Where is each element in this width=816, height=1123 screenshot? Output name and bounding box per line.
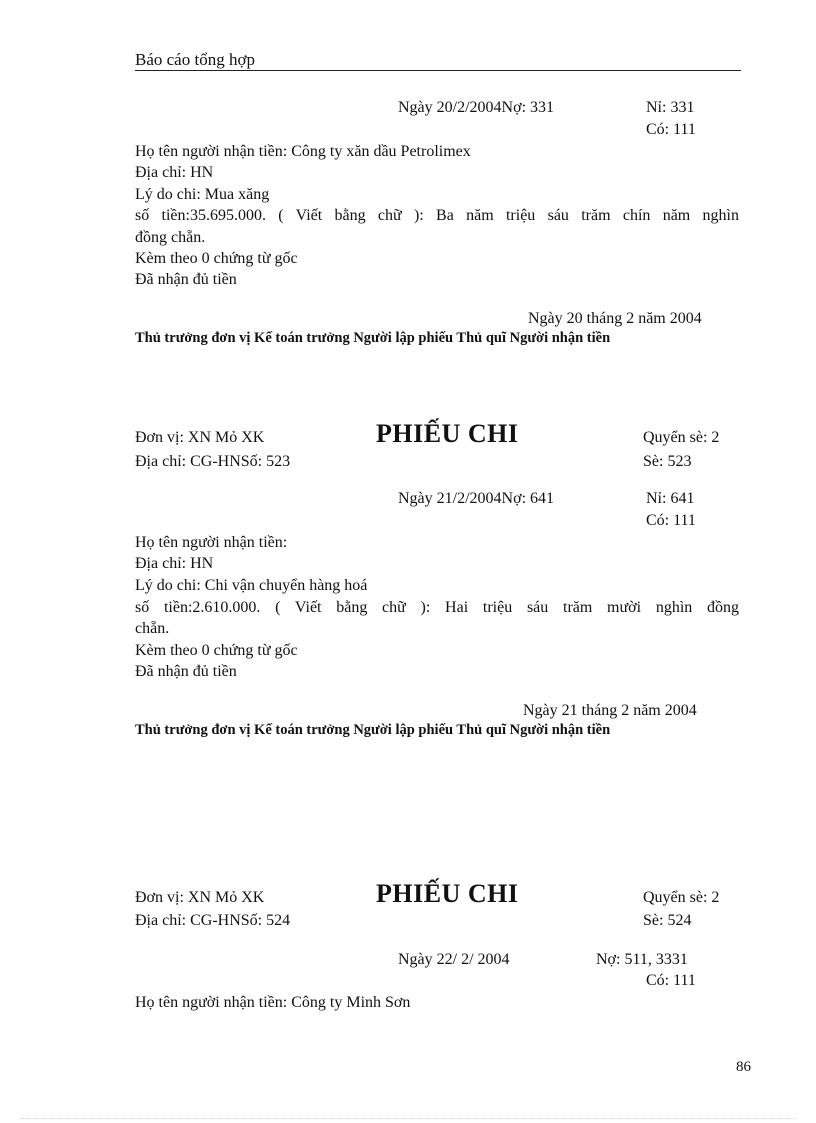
voucher-1-date-no: Ngày 20/2/2004Nợ: 331 <box>398 99 555 116</box>
voucher-3-unit: Đơn vị: XN Mỏ XK <box>135 889 265 906</box>
voucher-2-book: Quyển sè: 2 <box>643 429 720 446</box>
voucher-2-recipient: Họ tên người nhận tiền: <box>135 534 288 551</box>
page-number: 86 <box>736 1059 751 1075</box>
voucher-1-credit: Có: 111 <box>646 121 696 138</box>
voucher-2-reason: Lý do chi: Chi vận chuyển hàng hoá <box>135 577 368 594</box>
voucher-3-credit: Có: 111 <box>646 972 696 989</box>
page-bottom-border <box>20 1118 796 1119</box>
voucher-2-attached: Kèm theo 0 chứng từ gốc <box>135 642 298 659</box>
voucher-2-title: PHIẾU CHI <box>376 419 519 448</box>
voucher-3-se: Sè: 524 <box>643 912 692 929</box>
voucher-3-title: PHIẾU CHI <box>376 879 519 908</box>
voucher-2-se: Sè: 523 <box>643 453 692 470</box>
voucher-2-address: Địa chỉ: HN <box>135 555 214 572</box>
voucher-1-sign-date: Ngày 20 tháng 2 năm 2004 <box>528 310 702 327</box>
voucher-2-credit: Có: 111 <box>646 512 696 529</box>
voucher-1-received: Đã nhận đủ tiền <box>135 271 237 288</box>
voucher-1-reason: Lý do chi: Mua xăng <box>135 186 270 203</box>
voucher-1-attached: Kèm theo 0 chứng từ gốc <box>135 250 298 267</box>
voucher-2-amount-line-1: số tiền:2.610.000. ( Viết bằng chữ ): Hai triệu sáu trăm mười nghìn đồng <box>135 599 739 616</box>
voucher-1-amount-line-1: số tiền:35.695.000. ( Viết bằng chữ ): Ba năm triệu sáu trăm chín năm nghìn <box>135 207 739 224</box>
voucher-2-signatures: Thủ trưởng đơn vị Kế toán trưởng Người lập phiếu Thủ quĩ Người nhận tiền <box>135 722 611 738</box>
voucher-1-signatures: Thủ trưởng đơn vị Kế toán trưởng Người lập phiếu Thủ quĩ Người nhận tiền <box>135 330 611 346</box>
voucher-2-debit: Nỉ: 641 <box>646 490 695 507</box>
voucher-2-address-no: Địa chỉ: CG-HNSố: 523 <box>135 453 291 470</box>
voucher-3-debit: Nợ: 511, 3331 <box>596 951 688 968</box>
voucher-3-recipient: Họ tên người nhận tiền: Công ty Minh Sơn <box>135 994 411 1011</box>
voucher-2-sign-date: Ngày 21 tháng 2 năm 2004 <box>523 702 697 719</box>
voucher-3-address-no: Địa chỉ: CG-HNSố: 524 <box>135 912 291 929</box>
report-header-title: Báo cáo tổng hợp <box>135 50 255 69</box>
voucher-1-address: Địa chỉ: HN <box>135 164 214 181</box>
header-divider <box>135 70 741 71</box>
voucher-1-recipient: Họ tên người nhận tiền: Công ty xăn dầu Petrolimex <box>135 143 471 160</box>
voucher-2-date-no: Ngày 21/2/2004Nợ: 641 <box>398 490 555 507</box>
voucher-2-amount-line-2: chẵn. <box>135 620 170 637</box>
voucher-3-date: Ngày 22/ 2/ 2004 <box>398 951 510 968</box>
voucher-2-unit: Đơn vị: XN Mỏ XK <box>135 429 265 446</box>
voucher-1-debit: Nỉ: 331 <box>646 99 695 116</box>
voucher-1-amount-line-2: đồng chẵn. <box>135 229 206 246</box>
voucher-3-book: Quyển sè: 2 <box>643 889 720 906</box>
voucher-2-received: Đã nhận đủ tiền <box>135 663 237 680</box>
